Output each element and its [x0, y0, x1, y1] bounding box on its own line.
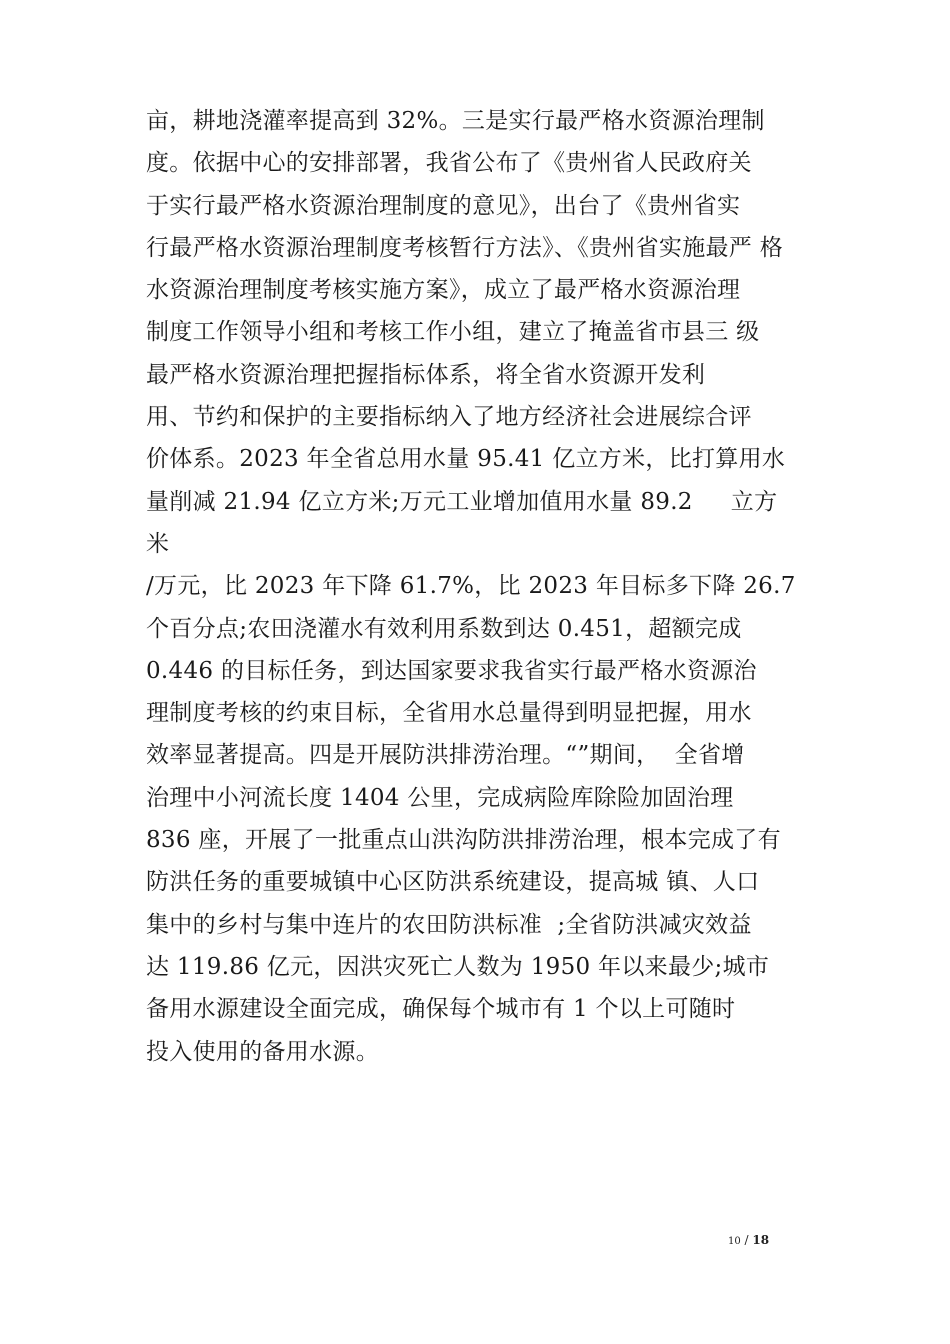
text-line: 量削减 21.94 亿立方米;万元工业增加值用水量 89.2 立方 [146, 488, 778, 515]
text-line: 达 119.86 亿元，因洪灾死亡人数为 1950 年以来最少;城市 [146, 953, 770, 980]
text-line: 制度工作领导小组和考核工作小组，建立了掩盖省市县三 级 [146, 319, 760, 346]
text-line: 水资源治理制度考核实施方案》，成立了最严格水资源治理 [146, 277, 741, 304]
text-line: 投入使用的备用水源。 [146, 1038, 379, 1065]
total-page-count: 18 [752, 1233, 770, 1247]
text-line: 效率显著提高。四是开展防洪排涝治理。“”期间， 全省增 [146, 742, 745, 769]
text-line: 防洪任务的重要城镇中心区防洪系统建设，提高城 镇、人口 [146, 869, 760, 896]
text-line: /万元，比 2023 年下降 61.7%，比 2023 年目标多下降 26.7 [146, 573, 796, 600]
page-separator: / [740, 1233, 753, 1247]
page-number [728, 1233, 769, 1247]
text-line: 最严格水资源治理把握指标体系，将全省水资源开发利 [146, 361, 706, 388]
text-line: 亩，耕地浇灌率提高到 32%。三是实行最严格水资源治理制 [146, 108, 765, 134]
text-line: 836 座，开展了一批重点山洪沟防洪排涝治理，根本完成了有 [146, 827, 781, 854]
text-line: 备用水源建设全面完成，确保每个城市有 1 个以上可随时 [146, 996, 736, 1023]
text-line: 米 [146, 530, 170, 557]
text-line: 用、节约和保护的主要指标纳入了地方经济社会进展综合评 [146, 404, 752, 431]
text-line: 治理中小河流长度 1404 公里，完成病险库除险加固治理 [146, 784, 734, 811]
text-line: 理制度考核的约束目标，全省用水总量得到明显把握，用水 [146, 700, 752, 727]
text-line: 个百分点;农田浇灌水有效利用系数到达 0.451，超额完成 [146, 615, 742, 642]
text-line: 0.446 的目标任务，到达国家要求我省实行最严格水资源治 [146, 657, 757, 684]
text-line: 于实行最严格水资源治理制度的意见》，出台了《贵州省实 [146, 192, 741, 219]
text-line: 价体系。2023 年全省总用水量 95.41 亿立方米，比打算用水 [146, 446, 786, 473]
current-page-number: 10 [728, 1236, 741, 1247]
text-line: 行最严格水资源治理制度考核暂行方法》、《贵州省实施最严 格 [146, 234, 784, 261]
text-line: 集中的乡村与集中连片的农田防洪标准 ;全省防洪减灾效益 [146, 911, 752, 938]
body-text [146, 100, 826, 1073]
text-line: 度。依据中心的安排部署，我省公布了《贵州省人民政府关 [146, 150, 752, 177]
